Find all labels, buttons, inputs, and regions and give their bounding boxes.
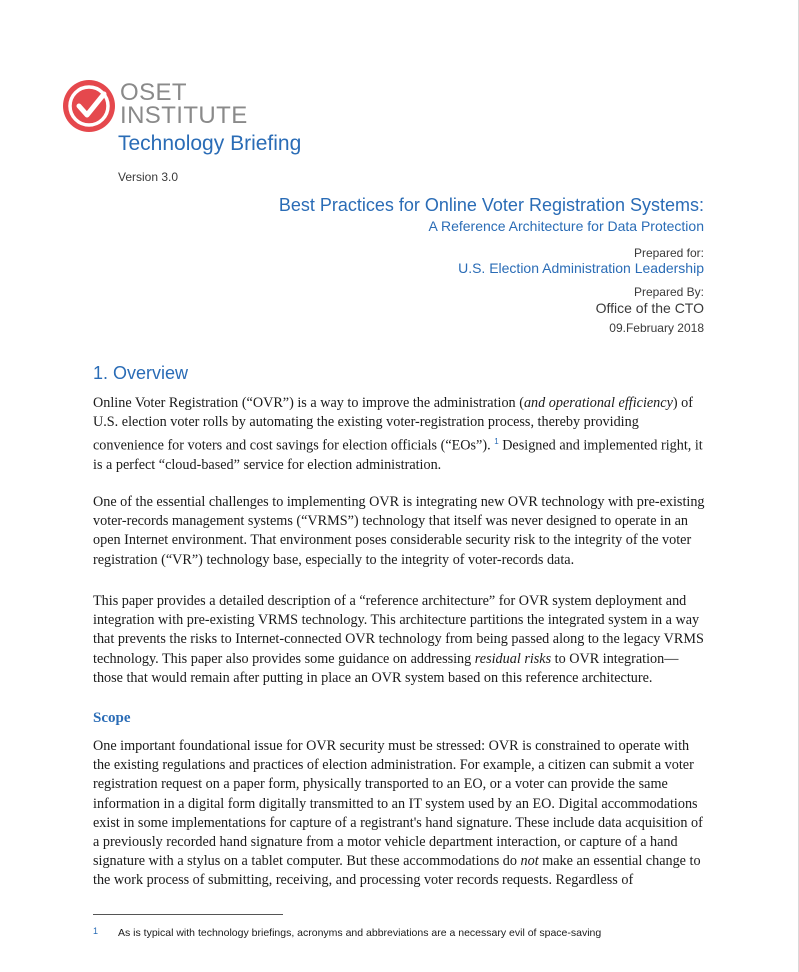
version-label: Version 3.0 bbox=[118, 170, 179, 184]
oset-check-logo-icon bbox=[61, 78, 117, 134]
p1-italic: and operational efficiency bbox=[523, 395, 673, 411]
scope-paragraph bbox=[93, 737, 708, 891]
p4-text-a: One important foundational issue for OVR security must be stressed: OVR is constrained to operate with the existing regulations and practices of election administration. For example, a citizen can submit a voter registration request on a paper form, physically transported to an EO, or a voter can provide the same information in a digital form digitally transmitted to an IT system used by an EO. Digital accommodations exist in some implementations for capture of a registrant's hand signature. These include data acquisition of a previously recorded hand signature from a motor vehicle department interaction, or capture of a hand signature with a stylus on a tablet computer. But these accommodations do bbox=[93, 738, 703, 870]
p3-italic: residual risks bbox=[474, 650, 552, 667]
overview-paragraph-3 bbox=[93, 592, 708, 688]
logo-line-oset: OSET bbox=[120, 79, 187, 106]
logo-wordmark bbox=[120, 81, 248, 127]
prepared-by-value: Office of the CTO bbox=[595, 300, 704, 316]
overview-paragraph-2 bbox=[93, 493, 708, 570]
p2-text: One of the essential challenges to implementing OVR is integrating new OVR technology with pre-existing voter-records management systems (“VRMS”) technology that itself was never designed to operate in an open Internet environment. That environment poses considerable security risk to the integrity of the voter registration (“VR”) technology base, especially to the integrity of voter-records data. bbox=[93, 494, 705, 568]
overview-paragraph-1 bbox=[93, 394, 708, 476]
logo-line-institute: INSTITUTE bbox=[120, 102, 248, 129]
document-date: 09.February 2018 bbox=[609, 321, 704, 335]
footnote-ref-1[interactable]: 1 bbox=[494, 437, 499, 447]
prepared-by-label: Prepared By: bbox=[633, 285, 704, 299]
section-heading-scope: Scope bbox=[93, 710, 131, 726]
p4-italic: not bbox=[520, 853, 539, 870]
briefing-title: Technology Briefing bbox=[118, 132, 302, 155]
document-title: Best Practices for Online Voter Registration Systems: bbox=[278, 195, 704, 215]
document-subtitle: A Reference Architecture for Data Protection bbox=[428, 218, 704, 234]
section-heading-overview: 1. Overview bbox=[93, 363, 189, 383]
footnote-number: 1 bbox=[93, 926, 99, 936]
p3-text-a: This paper provides a detailed description of a “reference architecture” for OVR system deployment and integration with pre-existing VRMS technology. This architecture partitions the integrated system in a way that prevents the risks to Internet-connected OVR technology from being passed along to the legacy VRMS technology. This paper also provides some guidance on addressing bbox=[93, 593, 704, 667]
p1-text-b: ) of U.S. election voter rolls by automating the existing voter-registration process, thereby providing convenience for voters and cost savings for election officials (“EOs”). bbox=[93, 395, 693, 455]
p4-text-b: make an essential change to the work process of submitting, receiving, and processing voter records requests. Regardless of bbox=[93, 853, 701, 889]
p1-text-c: Designed and implemented right, it is a perfect “cloud-based” service for election administration. bbox=[93, 438, 703, 474]
prepared-for-label: Prepared for: bbox=[633, 246, 704, 260]
p1-text-a: Online Voter Registration (“OVR”) is a way to improve the administration ( bbox=[93, 395, 524, 411]
footnote-text: As is typical with technology briefings, acronyms and abbreviations are a necessary evil of space-saving bbox=[118, 927, 602, 939]
footnote-divider bbox=[93, 914, 283, 915]
p3-text-b: to OVR integration—those that would remain after putting in place an OVR system based on this reference architecture. bbox=[93, 650, 679, 686]
prepared-for-value: U.S. Election Administration Leadership bbox=[458, 260, 704, 276]
